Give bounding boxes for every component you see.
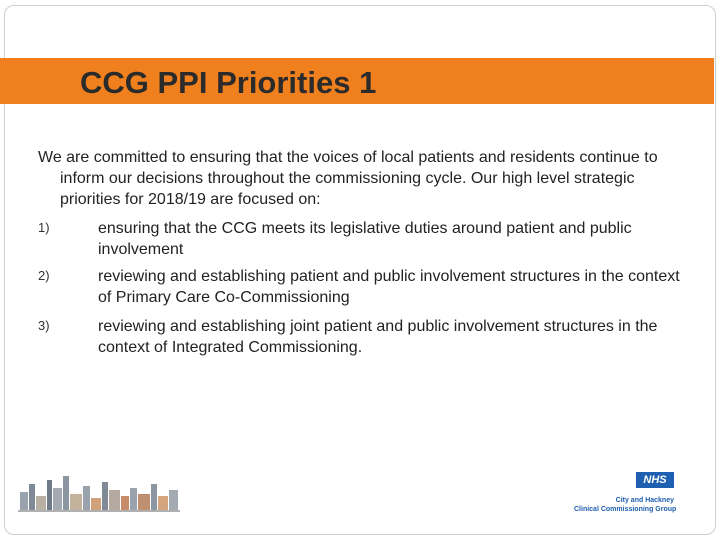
- priority-number: 2): [38, 268, 50, 283]
- priority-text: ensuring that the CCG meets its legislative duties around patient and public involvement: [98, 220, 632, 258]
- priority-number: 3): [38, 318, 50, 333]
- priority-number: 1): [38, 220, 50, 235]
- slide-title: CCG PPI Priorities 1: [80, 65, 377, 100]
- priority-text: reviewing and establishing patient and public involvement structures in the context of Primary Care Co-Commissioning: [98, 268, 680, 306]
- logo-org-subtitle: Clinical Commissioning Group: [574, 506, 677, 513]
- intro-paragraph: We are committed to ensuring that the voices of local patients and residents continue to inform our decisions throughout the commissioning cycle. Our high level strategic priorities for 2018/19 are focused on:: [38, 149, 658, 208]
- city-skyline-illustration: [18, 470, 180, 512]
- nhs-logo-badge: NHS: [636, 472, 674, 488]
- logo-org-name: City and Hackney: [615, 497, 674, 504]
- priority-text: reviewing and establishing joint patient and public involvement structures in the context of Integrated Commissioning.: [98, 318, 658, 356]
